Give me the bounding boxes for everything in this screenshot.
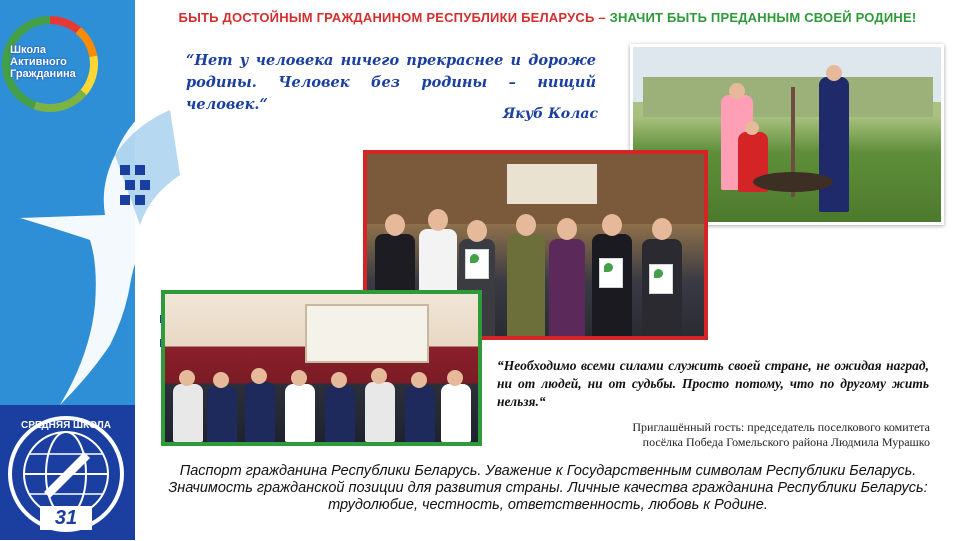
title-red-part: БЫТЬ ДОСТОЙНЫМ ГРАЖДАНИНОМ РЕСПУБЛИКИ БЕЛАРУСЬ (178, 10, 595, 25)
page-title (140, 10, 955, 25)
logo-line-2: Активного (10, 56, 67, 68)
photo-assembly-hall-group (161, 290, 482, 446)
logo-line-3: Гражданина (10, 68, 76, 80)
main-quote-author: Якуб Колас (502, 106, 598, 122)
title-green-part: ЗНАЧИТ БЫТЬ ПРЕДАННЫМ СВОЕЙ РОДИНЕ! (609, 10, 917, 25)
guest-attribution-line-2: посёлка Победа Гомельского района Людмила Мурашко (642, 435, 930, 449)
main-quote: “Нет у человека ничего прекраснее и дороже родины. Человек без родины – нищий человек.“ (186, 52, 596, 113)
title-separator: – (594, 10, 610, 25)
guest-attribution-line-1: Приглашённый гость: председатель поселкового комитета (632, 420, 930, 434)
school-logo-title: СРЕДНЯЯ ШКОЛА (21, 420, 111, 431)
logo-line-1: Школа (10, 44, 46, 56)
school-31-logo (4, 412, 128, 536)
school-logo-number: 31 (40, 506, 92, 530)
guest-attribution (540, 420, 930, 450)
bottom-caption: Паспорт гражданина Республики Беларусь. Уважение к Государственным символам Республики Беларусь. Значимость гражданской позиции для развития страны. Личные качества гражданина Республики Беларусь: трудолюбие, честность, ответственность, любовь к Родине. (168, 463, 928, 513)
guest-quote: “Необходимо всеми силами служить своей стране, не ожидая наград, ни от людей, ни от судьбы. Просто потому, что по другому жить нельзя.“ (497, 358, 929, 409)
